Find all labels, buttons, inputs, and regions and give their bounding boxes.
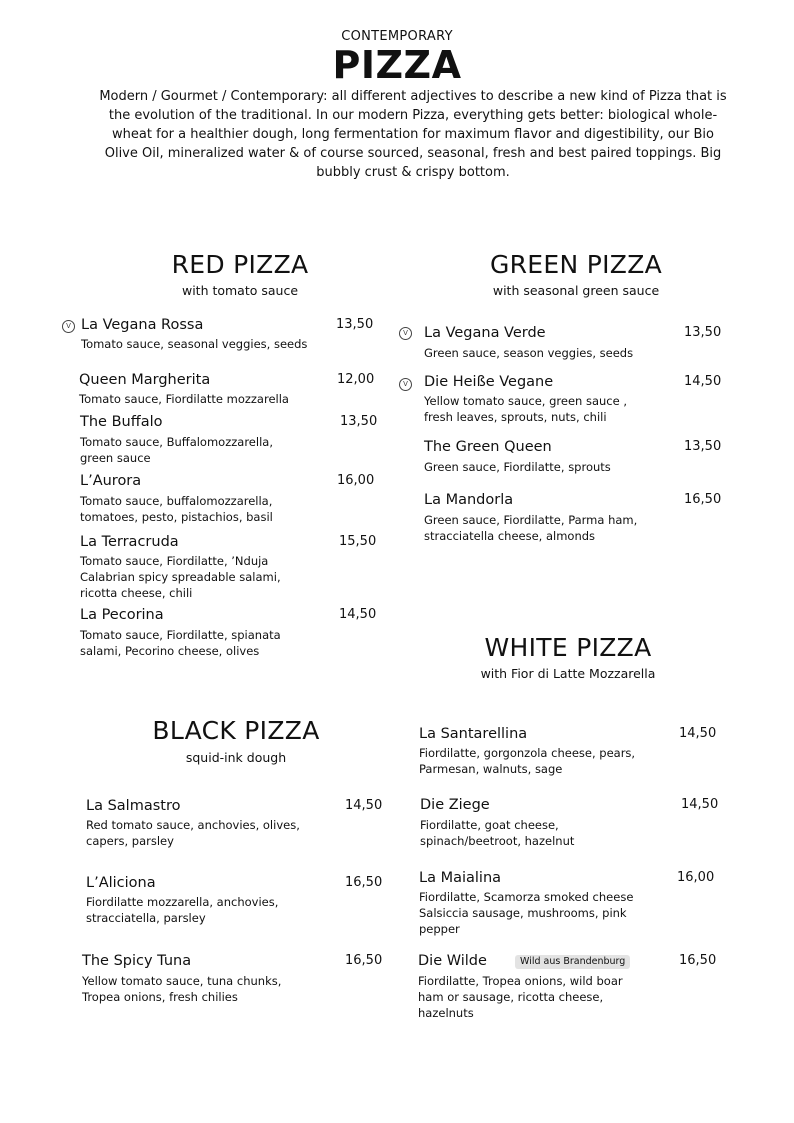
menu-item-name: La Salmastro (86, 798, 181, 814)
page-title: PIZZA (332, 43, 462, 87)
menu-item-price: 15,50 (339, 534, 377, 549)
white-pizza-title: WHITE PIZZA (484, 633, 652, 662)
origin-badge: Wild aus Brandenburg (515, 955, 630, 969)
menu-item-description: Red tomato sauce, anchovies, olives, capers, parsley (86, 818, 300, 848)
menu-item-description: Fiordilatte, goat cheese, spinach/beetroot, hazelnut (420, 818, 575, 848)
menu-item-description: Green sauce, Fiordilatte, Parma ham, stracciatella cheese, almonds (424, 513, 638, 543)
menu-item-price: 14,50 (339, 607, 377, 622)
menu-item-price: 13,50 (340, 414, 378, 429)
menu-item-name: Queen Margherita (79, 372, 211, 388)
menu-item-name: The Spicy Tuna (82, 953, 192, 969)
green-pizza-subtitle: with seasonal green sauce (492, 283, 660, 298)
menu-item-description: Green sauce, season veggies, seeds (424, 346, 634, 360)
menu-item-price: 13,50 (684, 439, 722, 454)
menu-item-description: Fiordilatte, Tropea onions, wild boar ham or sausage, ricotta cheese, hazelnuts (418, 974, 623, 1020)
menu-item-name: La Vegana Rossa (81, 317, 204, 333)
red-pizza-title: RED PIZZA (171, 250, 309, 279)
menu-item-name: La Santarellina (419, 726, 528, 742)
menu-item-description: Fiordilatte, Scamorza smoked cheese Salsiccia sausage, mushrooms, pink pepper (419, 890, 634, 936)
menu-item-name: La Vegana Verde (424, 325, 546, 341)
menu-item-description: Tomato sauce, Fiordilatte, spianata salami, Pecorino cheese, olives (80, 628, 281, 658)
menu-item-description: Fiordilatte, gorgonzola cheese, pears, Parmesan, walnuts, sage (419, 746, 636, 776)
menu-item-description: Fiordilatte mozzarella, anchovies, stracciatella, parsley (86, 895, 279, 925)
menu-item-price: 14,50 (679, 726, 717, 741)
menu-kicker: CONTEMPORARY (341, 29, 453, 44)
menu-item-description: Yellow tomato sauce, tuna chunks, Tropea onions, fresh chilies (82, 974, 282, 1004)
black-pizza-title: BLACK PIZZA (152, 716, 320, 745)
black-pizza-subtitle: squid-ink dough (185, 750, 287, 765)
menu-item-description: Tomato sauce, buffalomozzarella, tomatoes, pesto, pistachios, basil (80, 494, 273, 524)
menu-item-name: La Terracruda (80, 534, 179, 550)
menu-item-price: 12,00 (337, 372, 375, 387)
menu-item-price: 16,50 (345, 875, 383, 890)
menu-item-name: The Buffalo (80, 414, 163, 430)
menu-item-price: 16,50 (684, 492, 722, 507)
menu-item-price: 16,00 (337, 473, 375, 488)
menu-item-name: Die Ziege (420, 797, 490, 813)
vegan-leaf-icon: V (399, 378, 412, 391)
menu-item-price: 16,00 (677, 870, 715, 885)
intro-text: Modern / Gourmet / Contemporary: all different adjectives to describe a new kind of Pizza that is the evolution of the traditional. In our modern Pizza, everything gets better: biological whole-wheat for a healthier dough, long fermentation for maximum flavor and digestibility, our Bio Olive Oil, mineralized water & of course sourced, seasonal, fresh and best paired toppings. Big bubbly crust & crispy bottom. (99, 89, 727, 180)
menu-item-name: Die Heiße Vegane (424, 374, 554, 390)
menu-item-name: Die Wilde (418, 953, 487, 969)
menu-item-name: La Pecorina (80, 607, 164, 623)
menu-item-price: 16,50 (679, 953, 717, 968)
menu-item-description: Tomato sauce, Buffalomozzarella, green sauce (80, 435, 273, 465)
menu-item-name: L’Aurora (80, 473, 142, 489)
menu-item-price: 14,50 (684, 374, 722, 389)
menu-item-description: Tomato sauce, Fiordilatte mozzarella (79, 392, 289, 406)
white-pizza-subtitle: with Fior di Latte Mozzarella (480, 666, 656, 681)
menu-item-name: La Maialina (419, 870, 502, 886)
menu-item-name: L’Aliciona (86, 875, 156, 891)
menu-item-name: The Green Queen (424, 439, 552, 455)
menu-item-price: 14,50 (681, 797, 719, 812)
menu-item-description: Tomato sauce, Fiordilatte, ’Nduja Calabrian spicy spreadable salami, ricotta cheese, chili (80, 554, 281, 600)
vegan-leaf-icon: V (62, 320, 75, 333)
menu-item-price: 13,50 (684, 325, 722, 340)
menu-item-price: 13,50 (336, 317, 374, 332)
menu-item-description: Yellow tomato sauce, green sauce , fresh leaves, sprouts, nuts, chili (424, 394, 627, 424)
vegan-leaf-icon: V (399, 327, 412, 340)
menu-item-price: 16,50 (345, 953, 383, 968)
green-pizza-title: GREEN PIZZA (489, 250, 663, 279)
menu-item-name: La Mandorla (424, 492, 514, 508)
menu-item-description: Tomato sauce, seasonal veggies, seeds (81, 337, 308, 351)
red-pizza-subtitle: with tomato sauce (181, 283, 299, 298)
menu-item-description: Green sauce, Fiordilatte, sprouts (424, 460, 611, 474)
menu-item-price: 14,50 (345, 798, 383, 813)
